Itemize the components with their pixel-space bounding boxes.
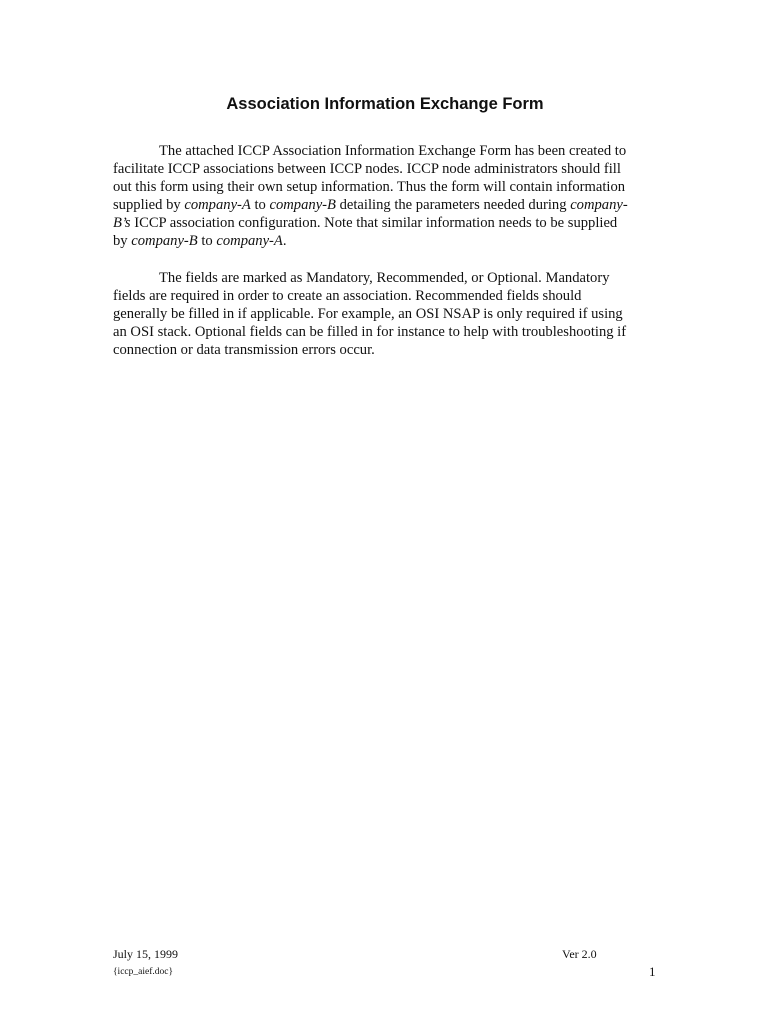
footer-filename: {iccp_aief.doc} — [113, 967, 174, 977]
intro-text: to — [250, 197, 270, 214]
fields-line-1: The fields are marked as Mandatory, Recommended, or Optional. Mandatory — [159, 270, 610, 286]
page-title: Association Information Exchange Form — [226, 95, 544, 113]
intro-line-3: out this form using their own setup information. Thus the form will contain information — [113, 179, 626, 196]
intro-line-2: facilitate ICCP associations between ICCP nodes. ICCP node administrators should fill — [113, 161, 621, 178]
footer-date: July 15, 1999 — [113, 947, 179, 961]
fields-line-2: fields are required in order to create an association. Recommended fields should — [113, 288, 582, 305]
company-b-term-end: B’s — [113, 215, 131, 232]
company-b-term: company-B — [269, 197, 336, 214]
intro-line-5 — [113, 214, 658, 232]
intro-text: to — [197, 233, 217, 250]
intro-paragraph — [113, 142, 658, 251]
fields-paragraph — [113, 269, 658, 359]
intro-text: by — [113, 233, 132, 250]
company-a-term: company-A — [184, 197, 251, 214]
intro-text: detailing the parameters needed during — [335, 197, 571, 214]
intro-text: supplied by — [113, 197, 185, 214]
intro-text: . — [282, 233, 287, 250]
fields-line-3: generally be filled in if applicable. For example, an OSI NSAP is only required if using — [113, 306, 623, 323]
footer-version: Ver 2.0 — [562, 947, 597, 961]
page-number: 1 — [649, 964, 656, 979]
company-b-term-start: company- — [570, 197, 628, 214]
intro-line-1: The attached ICCP Association Information Exchange Form has been created to — [159, 143, 627, 159]
company-b-term: company-B — [131, 233, 198, 250]
intro-text: ICCP association configuration. Note that similar information needs to be supplied — [130, 215, 618, 232]
intro-line-4 — [113, 196, 658, 214]
fields-line-4: an OSI stack. Optional fields can be filled in for instance to help with troubleshooting if — [113, 324, 627, 341]
intro-line-6 — [113, 232, 658, 250]
fields-line-5: connection or data transmission errors occur. — [113, 342, 375, 359]
company-a-term: company-A — [216, 233, 283, 250]
